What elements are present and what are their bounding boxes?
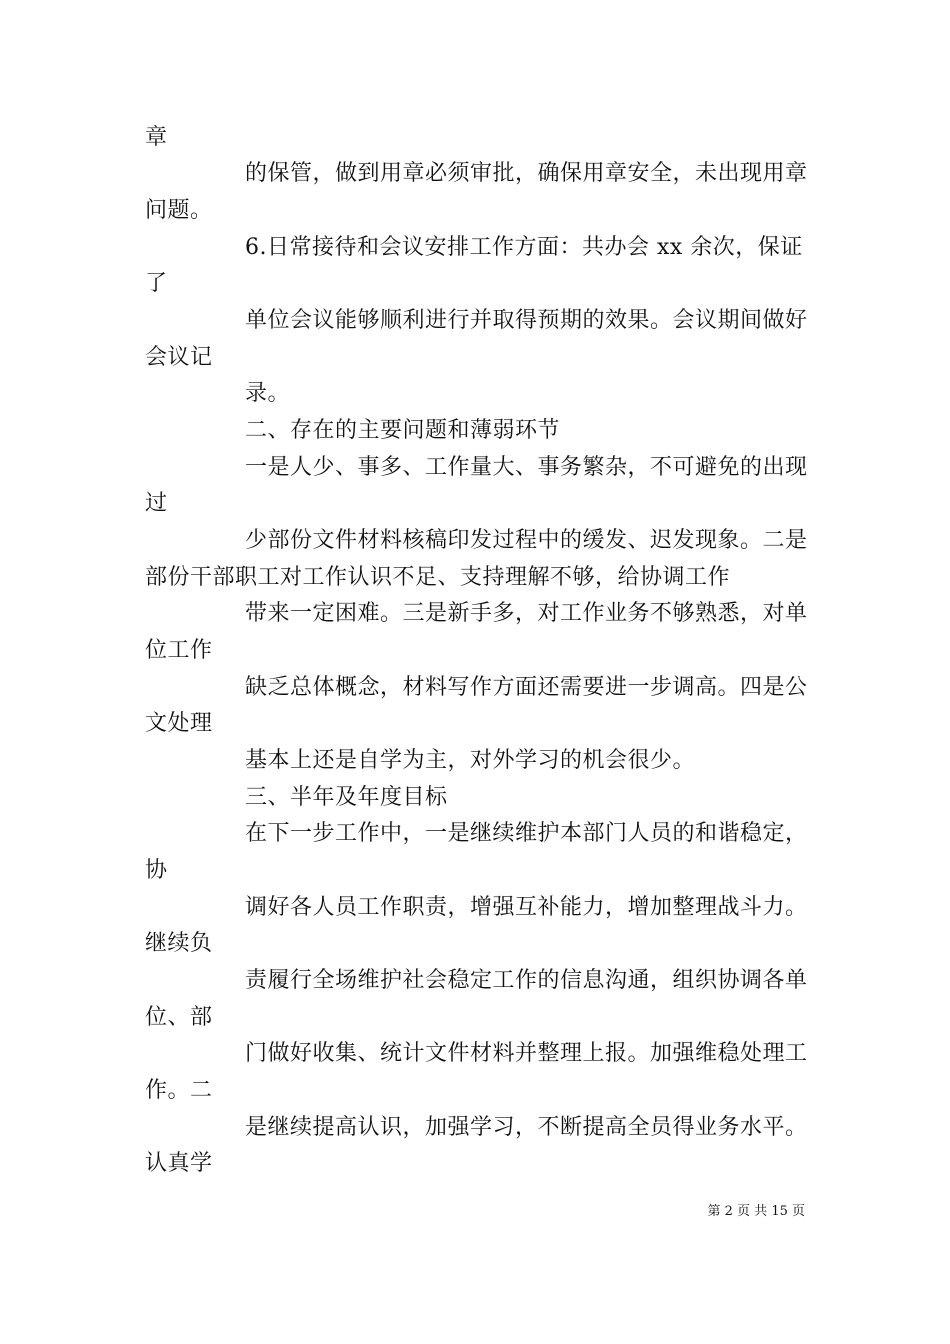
text-line: 基本上还是自学为主，对外学习的机会很少。 [245, 748, 696, 773]
text-line: 部份干部职工对工作认识不足、支持理解不够，给协调工作 [145, 565, 731, 590]
text-line: 认真学 [145, 1151, 213, 1176]
text-line: 继续负 [145, 931, 213, 956]
text-line: 是继续提高认识，加强学习，不断提高全员得业务水平。 [245, 1115, 808, 1140]
text-line: 了 [145, 271, 168, 296]
text-line: 在下一步工作中，一是继续维护本部门人员的和谐稳定， [245, 821, 808, 846]
text-line: 位、部 [145, 1005, 213, 1030]
text-line: 带来一定困难。三是新手多，对工作业务不够熟悉，对单 [245, 601, 808, 626]
text-line: 录。 [245, 381, 291, 406]
text-line: 协 [145, 858, 168, 883]
text-line: 过 [145, 491, 168, 516]
text-line: 的保管，做到用章必须审批，确保用章安全，未出现用章 [245, 161, 808, 186]
text-line: 责履行全场维护社会稳定工作的信息沟通，组织协调各单 [245, 968, 808, 993]
text-line: 位工作 [145, 638, 213, 663]
text-line: 问题。 [145, 198, 213, 223]
text-line: 6.日常接待和会议安排工作方面：共办会 xx 余次，保证 [245, 235, 803, 260]
text-line: 单位会议能够顺利进行并取得预期的效果。会议期间做好 [245, 308, 808, 333]
text-line: 缺乏总体概念，材料写作方面还需要进一步调高。四是公 [245, 675, 808, 700]
text-line: 少部份文件材料核稿印发过程中的缓发、迟发现象。二是 [245, 528, 808, 553]
section-heading: 三、半年及年度目标 [245, 785, 448, 810]
text-line: 文处理 [145, 711, 213, 736]
text-line: 章 [145, 125, 168, 150]
text-line: 会议记 [145, 345, 213, 370]
page-number-footer: 第 2 页 共 15 页 [707, 1204, 805, 1219]
text-line: 作。二 [145, 1078, 213, 1103]
text-line: 一是人少、事多、工作量大、事务繁杂，不可避免的出现 [245, 455, 808, 480]
text-line: 门做好收集、统计文件材料并整理上报。加强维稳处理工 [245, 1041, 808, 1066]
section-heading: 二、存在的主要问题和薄弱环节 [245, 418, 561, 443]
text-line: 调好各人员工作职责，增强互补能力，增加整理战斗力。 [245, 895, 808, 920]
